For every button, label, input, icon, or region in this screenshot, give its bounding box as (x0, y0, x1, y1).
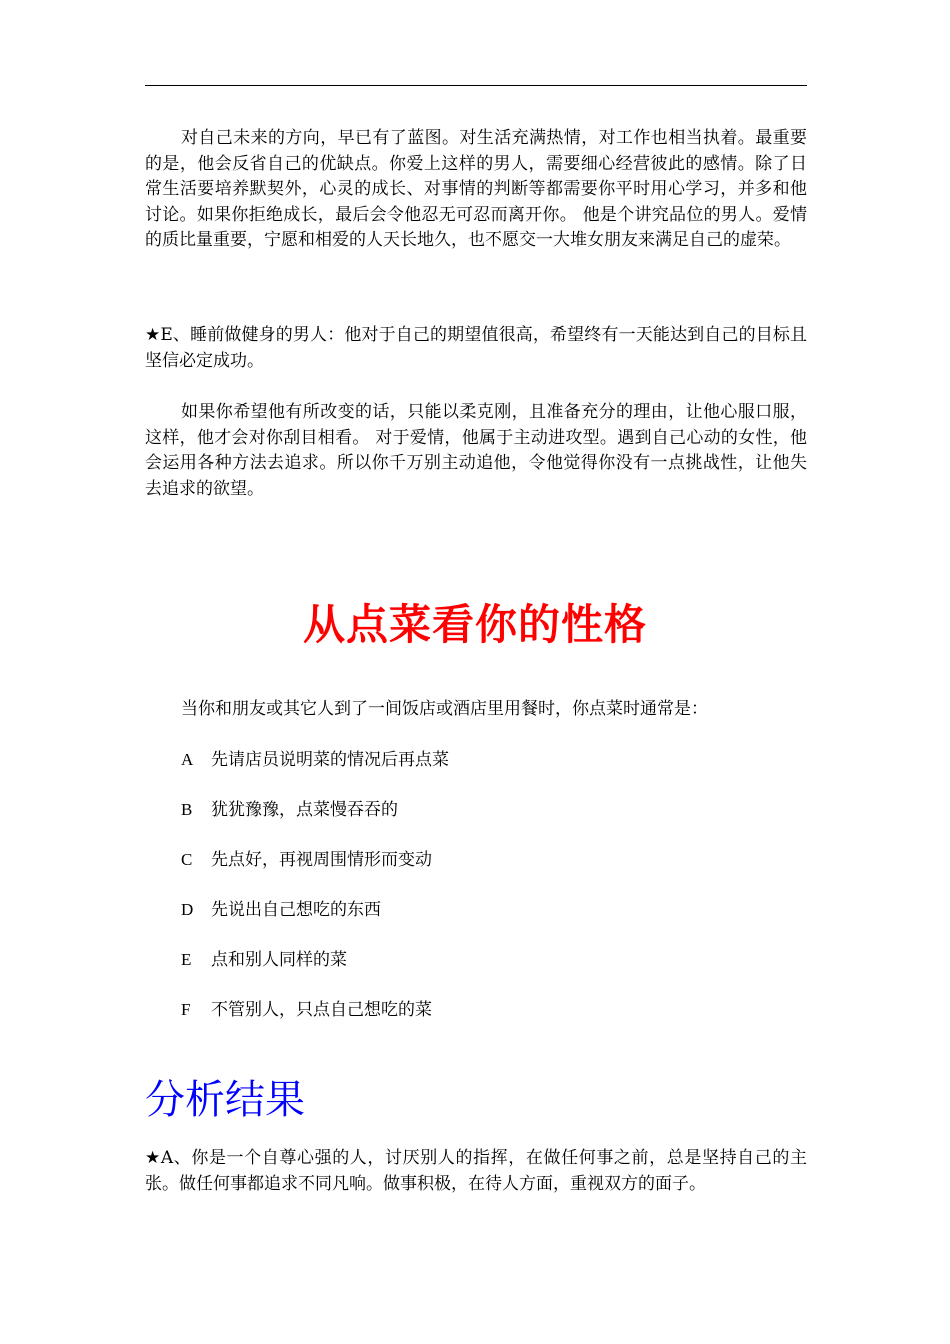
paragraph-3: 如果你希望他有所改变的话，只能以柔克刚，且准备充分的理由，让他心服口服，这样，他才会对你刮目相看。 对于爱情，他属于主动进攻型。遇到自己心动的女性，他会运用各种方法去追求。所以你千万别主动追他，令他觉得你没有一点挑战性，让他失去追求的欲望。 (145, 402, 807, 499)
option-letter: F (181, 1000, 191, 1019)
option-text: 先说出自己想吃的东西 (211, 900, 381, 920)
option-e (181, 947, 347, 973)
question-text: 当你和朋友或其它人到了一间饭店或酒店里用餐时，你点菜时通常是： (181, 699, 708, 719)
option-letter: D (181, 900, 194, 919)
option-f (181, 997, 432, 1023)
paragraph-2: ★E、睡前做健身的男人：他对于自己的期望值很高，希望终有一天能达到自己的目标且坚信必定成功。 (145, 325, 807, 371)
analysis-result-a: ★A、你是一个自尊心强的人，讨厌别人的指挥，在做任何事之前，总是坚持自己的主张。做任何事都追求不同凡响。做事积极，在待人方面，重视双方的面子。 (145, 1148, 807, 1194)
option-text: 先点好，再视周围情形而变动 (211, 850, 432, 870)
option-c (181, 847, 432, 873)
option-letter: A (181, 750, 194, 769)
option-letter: B (181, 800, 193, 819)
option-text: 点和别人同样的菜 (211, 950, 347, 970)
option-text: 先请店员说明菜的情况后再点菜 (211, 750, 449, 770)
paragraph-1: 对自己未来的方向，早已有了蓝图。对生活充满热情，对工作也相当执着。最重要的是，他会反省自己的优缺点。你爱上这样的男人，需要细心经营彼此的感情。除了日常生活要培养默契外，心灵的成长、对事情的判断等都需要你平时用心学习，并多和他讨论。如果你拒绝成长，最后会令他忍无可忍而离开你。 他是个讲究品位的男人。爱情的质比量重要，宁愿和相爱的人天长地久，也不愿交一大堆女朋友来满足自己的虚荣。 (145, 128, 807, 250)
header-rule (145, 85, 807, 86)
option-text: 不管别人，只点自己想吃的菜 (211, 1000, 432, 1020)
page-title: 从点菜看你的性格 (302, 600, 647, 649)
option-text: 犹犹豫豫，点菜慢吞吞的 (211, 800, 398, 820)
analysis-heading: 分析结果 (145, 1077, 305, 1123)
option-b (181, 797, 398, 823)
option-letter: C (181, 850, 193, 869)
option-letter: E (181, 950, 192, 969)
option-d (181, 897, 381, 923)
option-a (181, 747, 449, 773)
